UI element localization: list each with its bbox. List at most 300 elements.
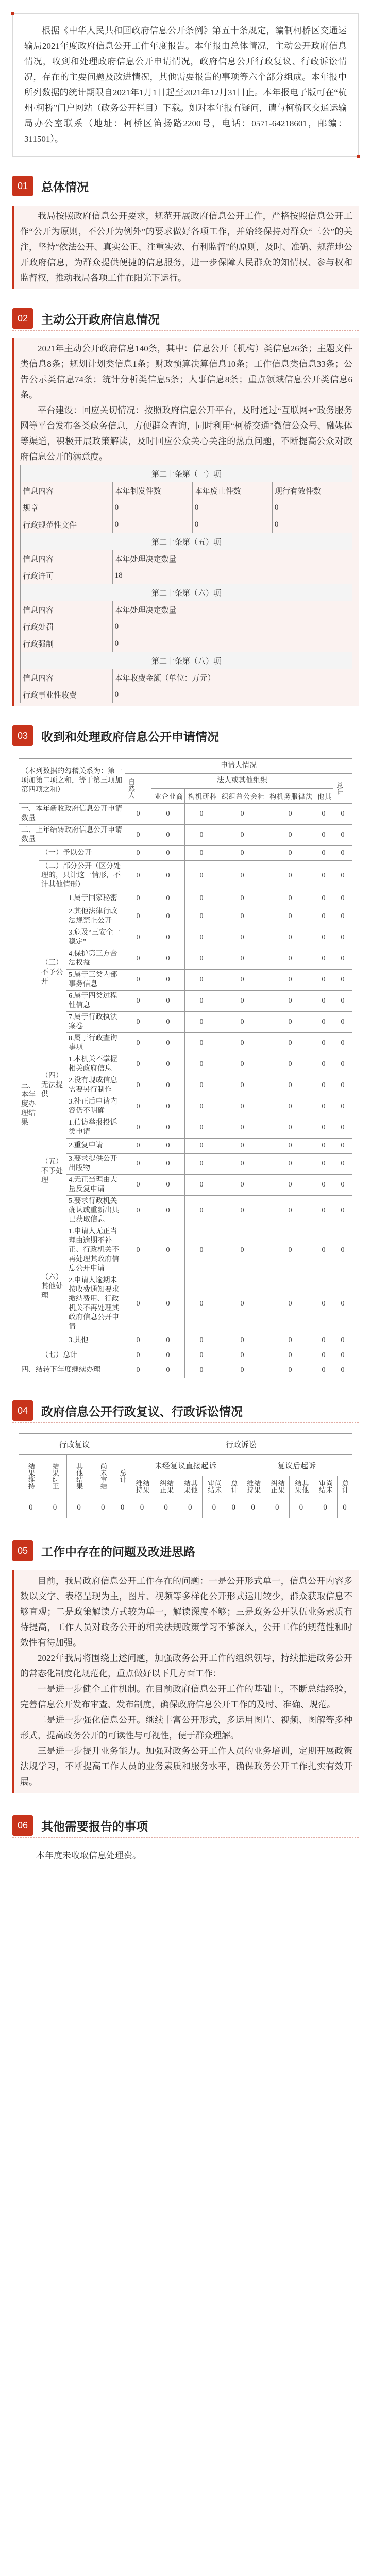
table-cell: 0	[218, 991, 266, 1012]
table-sub-label: 5.要求行政机关确认或重新出具已获取信息	[66, 1196, 125, 1226]
table-cell: 0	[272, 499, 352, 516]
table-header: 本年收费金额（单位：万元）	[112, 669, 352, 686]
table-row	[19, 1363, 352, 1378]
section-header-applications	[12, 724, 359, 748]
table-group-label: （五）不予处理	[39, 1117, 66, 1226]
table-cell: 0	[151, 1054, 185, 1075]
table-subtitle: 第二十条第（五）项	[21, 533, 352, 550]
table-cell: 0	[218, 891, 266, 906]
table-cell: 0	[333, 906, 352, 927]
table-cell: 0	[151, 1175, 185, 1196]
table-cell: 0	[112, 499, 192, 516]
table-cell: 0	[218, 1139, 266, 1154]
table-row	[21, 618, 352, 635]
table-cell: 0	[314, 1348, 333, 1363]
table-cell: 0	[266, 861, 314, 891]
table-corner-note: （本列数据的勾稽关系为：第一项加第二项之和，等于第三项加第四项之和）	[19, 759, 125, 804]
table-cell: 0	[125, 1348, 151, 1363]
table-cell: 0	[265, 1497, 289, 1518]
table-cell: 0	[218, 948, 266, 970]
table-sub-label: 4.无正当理由大量反复申请	[66, 1175, 125, 1196]
table-cell: 0	[218, 1196, 266, 1226]
table-cell: 0	[266, 991, 314, 1012]
section-number-badge: 06	[12, 1815, 33, 1836]
table-cell: 0	[218, 1275, 266, 1333]
table-cell: 行政规范性文件	[21, 516, 113, 533]
table-cell: 0	[185, 1117, 218, 1139]
table-header: 尚未审结	[313, 1476, 338, 1497]
table-row	[21, 567, 352, 584]
table-cell: 行政强制	[21, 635, 113, 652]
table-header: 结果纠正	[265, 1476, 289, 1497]
table-row	[19, 1333, 352, 1348]
table-row	[21, 499, 352, 516]
table-cell: 0	[151, 1275, 185, 1333]
table-row	[19, 1275, 352, 1333]
table-subtitle: 第二十条第（六）项	[21, 584, 352, 601]
table-cell: 0	[151, 1154, 185, 1175]
table-cell: 0	[314, 1363, 333, 1378]
table-row	[19, 1175, 352, 1196]
table-cell: 0	[333, 1363, 352, 1378]
table-header: 结果维持	[241, 1476, 265, 1497]
table-cell: 0	[333, 1139, 352, 1154]
table-cell: 0	[333, 927, 352, 948]
table-header: 其他结果	[178, 1476, 202, 1497]
table-cell: 0	[185, 948, 218, 970]
table-cell: 0	[266, 1175, 314, 1196]
table-cell: 18	[112, 567, 352, 584]
table-header: 结果纠正	[154, 1476, 178, 1497]
proactive-paragraph: 平台建设：回应关切情况：按照政府信息公开平台，及时通过“互联网+”政务服务网等平台发布各类政务信息，方便群众查询，同时利用“柯桥交通”微信公众号、融媒体等渠道，积极开展政策解读，及时回应公众关心关注的热点问题，不断提高公众对政府信息公开的满意度。	[20, 405, 352, 462]
table-row	[19, 1012, 352, 1033]
table-cell: 0	[218, 1117, 266, 1139]
table-cell: 0	[314, 846, 333, 861]
table-cell: 0	[218, 1348, 266, 1363]
table-cell: 0	[266, 927, 314, 948]
table-sub-label: 3.危及“三安全一稳定”	[66, 927, 125, 948]
table-sub-label: 1.属于国家秘密	[66, 891, 125, 906]
table-cell: 0	[218, 846, 266, 861]
table-row	[19, 991, 352, 1012]
table-cell: 0	[218, 906, 266, 927]
table-group-label: （二）部分公开（区分处理的，只计这一情形，不计其他情形）	[39, 861, 125, 891]
table-cell: 0	[218, 804, 266, 825]
table-header: 科研机构	[185, 789, 218, 804]
table-cell: 0	[314, 861, 333, 891]
table-cell: 0	[112, 635, 352, 652]
table-cell: 0	[333, 861, 352, 891]
table-cell: 0	[266, 906, 314, 927]
section-header-proactive	[12, 307, 359, 331]
table-row	[21, 516, 352, 533]
table-cell: 0	[333, 1275, 352, 1333]
table-cell: 0	[67, 1497, 91, 1518]
table-cell: 0	[112, 618, 352, 635]
table-cell: 0	[151, 1096, 185, 1117]
table-cell: 0	[314, 1196, 333, 1226]
table-cell: 行政许可	[21, 567, 113, 584]
table-cell: 0	[333, 970, 352, 991]
table-cell: 0	[266, 1348, 314, 1363]
table-cell: 0	[125, 861, 151, 891]
table-cell: 0	[125, 1175, 151, 1196]
problems-paragraph: 目前，我局政府信息公开工作存在的问题：一是公开形式单一，信息公开内容多数以文字、表格呈现为主，图片、视频等多样化公开形式运用较少，群众获取信息不够直观；二是政策解读方式较为单一，解读深度不够；三是政务公开队伍业务素质有待提高，工作人员对政务公开的相关法规政策学习不够深入，公开工作的规范性和时效性有待加强。	[20, 1576, 352, 1648]
table-cell: 0	[314, 1033, 333, 1054]
table-row	[19, 891, 352, 906]
table-header: 信息内容	[21, 601, 113, 618]
table-cell: 0	[185, 1333, 218, 1348]
table-group-label: （一）予以公开	[39, 846, 125, 861]
table-sub-label: 2.重复申请	[66, 1139, 125, 1154]
table-header: 总计	[115, 1455, 130, 1497]
table-row	[19, 1033, 352, 1054]
table-cell: 0	[333, 846, 352, 861]
table-sub-label: 4.保护第三方合法权益	[66, 948, 125, 970]
table-cell: 0	[266, 1075, 314, 1096]
table-cell: 0	[91, 1497, 115, 1518]
table-cell: 0	[151, 804, 185, 825]
table-cell: 0	[333, 948, 352, 970]
table-sub-label: 5.属于三类内部事务信息	[66, 970, 125, 991]
overview-paragraph: 我局按照政府信息公开要求，规范开展政府信息公开工作，严格按照信息公开工作“公开为原则，不公开为例外”的要求做好各项工作，并始终保持对群众“三公”的关注，坚持“依法公开、真实公正、注重实效、有利监督”的原则，及时、准确、规范地公开政府信息，为群众提供便捷的信息服务，进一步保障人民群众的知情权、参与权和监督权，推动我局各项工作在阳光下运行。	[20, 211, 352, 283]
section-title: 收到和处理政府信息公开申请情况	[41, 730, 219, 743]
table-cell: 0	[337, 1497, 352, 1518]
table-cell: 0	[266, 846, 314, 861]
section-number-badge: 01	[12, 176, 33, 196]
table-cell: 0	[125, 846, 151, 861]
table-cell: 0	[314, 1012, 333, 1033]
table-cell: 0	[314, 1226, 333, 1275]
table-cell: 0	[314, 804, 333, 825]
table-header: 尚未审结	[202, 1476, 226, 1497]
table-sub-label: 6.属于四类过程性信息	[66, 991, 125, 1012]
table-cell: 0	[125, 991, 151, 1012]
table-header: 其他	[314, 789, 333, 804]
table-cell: 0	[218, 825, 266, 846]
table-header: 结果纠正	[43, 1455, 67, 1497]
table-header: 尚未审结	[91, 1455, 115, 1497]
table-cell: 0	[185, 861, 218, 891]
table-cell: 0	[185, 846, 218, 861]
table-cell: 0	[218, 1012, 266, 1033]
table-cell: 0	[266, 1054, 314, 1075]
table-cell: 0	[19, 1497, 43, 1518]
table-cell: 0	[289, 1497, 313, 1518]
table-cell: 0	[333, 1033, 352, 1054]
problems-paragraph: 二是进一步强化信息公开。继续丰富公开形式，多运用图片、视频、图解等多种形式，提高政务公开的可读性与可视性，便于群众理解。	[20, 1715, 352, 1740]
table-header: 未经复议直接起诉	[130, 1455, 241, 1476]
table-cell: 0	[218, 861, 266, 891]
table-cell: 0	[185, 1075, 218, 1096]
table-header: 信息内容	[21, 669, 113, 686]
table-cell: 0	[333, 891, 352, 906]
table-cell: 0	[218, 1363, 266, 1378]
table-cell: 0	[333, 991, 352, 1012]
table-cell: 0	[266, 804, 314, 825]
table-row-label: 三、本年度办理结果	[19, 846, 39, 1363]
table-cell: 0	[185, 991, 218, 1012]
table-cell: 0	[314, 1117, 333, 1139]
table-cell: 0	[314, 1139, 333, 1154]
table-cell: 0	[333, 825, 352, 846]
table-cell: 0	[272, 516, 352, 533]
table-cell: 0	[151, 906, 185, 927]
section-title: 政府信息公开行政复议、行政诉讼情况	[41, 1404, 243, 1418]
table-cell: 规章	[21, 499, 113, 516]
table-cell: 0	[333, 1226, 352, 1275]
table-cell: 0	[333, 804, 352, 825]
section-body-applications	[12, 755, 359, 1381]
problems-paragraph: 一是进一步健全工作机制。在目前政府信息公开工作的基础上，不断总结经验，完善信息公开发布审查、发布制度，确保政府信息公开工作的及时、准确、规范。	[20, 1684, 352, 1709]
table-sub-label: 2.没有现成信息需要另行制作	[66, 1075, 125, 1096]
table-sub-label: 1.信访举报投诉类申请	[66, 1117, 125, 1139]
table-cell: 0	[112, 516, 192, 533]
table-cell: 0	[266, 1333, 314, 1348]
table-cell: 0	[125, 1012, 151, 1033]
table-cell: 0	[314, 825, 333, 846]
table-cell: 0	[333, 1175, 352, 1196]
table-cell: 0	[185, 1033, 218, 1054]
table-cell: 0	[151, 1363, 185, 1378]
table-header: 总计	[333, 774, 352, 804]
corner-mark	[357, 155, 360, 158]
table-cell: 0	[185, 927, 218, 948]
table-header: 法人或其他组织	[151, 774, 333, 789]
table-header: 行政诉讼	[130, 1434, 352, 1455]
table-header: 社会公益组织	[218, 789, 266, 804]
table-group-label: （六）其他处理	[39, 1226, 66, 1348]
table-cell: 0	[218, 1175, 266, 1196]
section-number-badge: 03	[12, 725, 33, 746]
table-cell: 0	[266, 1196, 314, 1226]
table-cell: 0	[185, 1054, 218, 1075]
table-cell: 0	[241, 1497, 265, 1518]
table-header: 自然人	[125, 774, 151, 804]
table-cell: 0	[314, 906, 333, 927]
table-sub-label: 3.补正后申请内容仍不明确	[66, 1096, 125, 1117]
table-cell: 0	[218, 1054, 266, 1075]
table-header: 本年废止件数	[192, 482, 272, 499]
table-cell: 行政处罚	[21, 618, 113, 635]
table-sub-label: 3.要求提供公开出版物	[66, 1154, 125, 1175]
table-cell: 0	[125, 804, 151, 825]
table-cell: 0	[333, 1196, 352, 1226]
section-body-proactive	[12, 338, 359, 706]
table-header: 总计	[337, 1476, 352, 1497]
table-cell: 0	[192, 499, 272, 516]
table-row	[19, 1075, 352, 1096]
table-cell: 0	[185, 1154, 218, 1175]
table-cell: 0	[125, 825, 151, 846]
table-cell: 0	[314, 948, 333, 970]
table-cell: 0	[185, 825, 218, 846]
table-cell: 0	[185, 1348, 218, 1363]
table-cell: 0	[125, 1054, 151, 1075]
table-group-label: （四）无法提供	[39, 1054, 66, 1117]
table-cell: 0	[314, 927, 333, 948]
table-cell: 0	[314, 1175, 333, 1196]
table-row	[19, 906, 352, 927]
proactive-table	[20, 465, 352, 703]
table-group-label: （三）不予公开	[39, 891, 66, 1054]
section-title: 主动公开政府信息情况	[41, 312, 160, 326]
table-cell: 0	[333, 1348, 352, 1363]
section-number-badge: 05	[12, 1540, 33, 1561]
section-number-badge: 04	[12, 1400, 33, 1421]
table-header: 其他结果	[67, 1455, 91, 1497]
table-row	[19, 804, 352, 825]
section-header-overview	[12, 174, 359, 198]
table-cell: 0	[314, 1096, 333, 1117]
table-cell: 0	[185, 1139, 218, 1154]
section-header-review	[12, 1399, 359, 1423]
table-cell: 0	[266, 1154, 314, 1175]
table-header: 现行有效件数	[272, 482, 352, 499]
table-row	[19, 948, 352, 970]
table-cell: 0	[333, 1333, 352, 1348]
table-row	[19, 1139, 352, 1154]
table-header: 信息内容	[21, 550, 113, 567]
table-row	[19, 970, 352, 991]
table-header: 其他结果	[289, 1476, 313, 1497]
table-cell: 0	[125, 1139, 151, 1154]
table-cell: 0	[151, 846, 185, 861]
section-header-problems	[12, 1539, 359, 1563]
problems-paragraph: 三是进一步提升业务能力。加强对政务公开工作人员的业务培训，定期开展政策法规学习，不断提高工作人员的业务素质和服务水平，确保政务公开工作扎实有效开展。	[20, 1746, 352, 1787]
intro-paragraph: 根据《中华人民共和国政府信息公开条例》第五十条规定，编制柯桥区交通运输局2021年度政府信息公开工作年度报告。本年报由总体情况，主动公开政府信息情况，收到和处理政府信息公开申请情况，政府信息公开行政复议、行政诉讼情况，存在的主要问题及改进情况，其他需要报告的事项等六个部分组成。本年报中所列数据的统计期限自2021年1月1日起至2021年12月31日止。本年报电子版可在“杭州·柯桥”门户网站（政务公开栏目）下载。如对本年报有疑问，请与柯桥区交通运输局办公室联系（地址：柯桥区笛扬路2200号，电话：0571-64218601，邮编：311501）。	[24, 26, 347, 144]
table-row	[21, 686, 352, 703]
table-row	[19, 1348, 352, 1363]
table-group-label: （七）总计	[39, 1348, 125, 1363]
table-header: 法律服务机构	[266, 789, 314, 804]
table-sub-label: 2.申请人逾期未按收费通知要求缴纳费用、行政机关不再处理其政府信息公开申请	[66, 1275, 125, 1333]
table-cell: 0	[314, 1333, 333, 1348]
table-cell: 0	[192, 516, 272, 533]
table-cell: 0	[314, 991, 333, 1012]
table-cell: 0	[313, 1497, 338, 1518]
table-row	[19, 825, 352, 846]
table-cell: 0	[115, 1497, 130, 1518]
table-cell: 0	[43, 1497, 67, 1518]
table-cell: 0	[151, 1333, 185, 1348]
table-cell: 0	[333, 1054, 352, 1075]
table-cell: 0	[333, 1075, 352, 1096]
table-cell: 0	[266, 1033, 314, 1054]
table-cell: 0	[125, 891, 151, 906]
table-cell: 0	[125, 906, 151, 927]
table-cell: 0	[218, 927, 266, 948]
table-subtitle: 第二十条第（八）项	[21, 652, 352, 669]
table-cell: 0	[125, 1033, 151, 1054]
table-row	[21, 635, 352, 652]
table-header: 本年处理决定数量	[112, 550, 352, 567]
table-cell: 0	[125, 1075, 151, 1096]
table-row	[19, 1226, 352, 1275]
table-cell: 0	[314, 970, 333, 991]
table-cell: 0	[151, 1139, 185, 1154]
table-cell: 0	[151, 891, 185, 906]
table-cell: 0	[333, 1154, 352, 1175]
table-row	[19, 1054, 352, 1075]
table-row-label: 四、结转下年度继续办理	[19, 1363, 125, 1378]
table-cell: 0	[151, 948, 185, 970]
table-cell: 0	[333, 1096, 352, 1117]
corner-mark	[11, 12, 14, 15]
table-cell: 0	[333, 1117, 352, 1139]
table-cell: 0	[185, 1363, 218, 1378]
table-sub-label: 1.本机关不掌握相关政府信息	[66, 1054, 125, 1075]
table-cell: 0	[266, 1117, 314, 1139]
table-cell: 0	[218, 970, 266, 991]
table-cell: 0	[125, 1333, 151, 1348]
table-cell: 0	[266, 1226, 314, 1275]
table-sub-label: 7.属于行政执法案卷	[66, 1012, 125, 1033]
table-cell: 0	[218, 1096, 266, 1117]
intro-box	[12, 13, 359, 157]
section-body-problems	[12, 1570, 359, 1793]
table-cell: 0	[218, 1075, 266, 1096]
table-cell: 0	[151, 1117, 185, 1139]
table-cell: 0	[125, 1196, 151, 1226]
table-header: 本年制发件数	[112, 482, 192, 499]
table-cell: 0	[112, 686, 352, 703]
table-cell: 0	[266, 1139, 314, 1154]
table-cell: 0	[178, 1497, 202, 1518]
table-cell: 0	[266, 825, 314, 846]
table-cell: 0	[266, 1012, 314, 1033]
table-row	[19, 927, 352, 948]
table-cell: 0	[151, 1033, 185, 1054]
footer-space	[0, 1867, 371, 1887]
table-sub-label: 8.属于行政查询事项	[66, 1033, 125, 1054]
table-sub-label: 3.其他	[66, 1333, 125, 1348]
table-cell: 0	[218, 1226, 266, 1275]
other-paragraph: 本年度未收取信息处理费。	[36, 1851, 141, 1860]
table-cell: 行政事业性收费	[21, 686, 113, 703]
table-cell: 0	[151, 1012, 185, 1033]
table-header: 结果维持	[19, 1455, 43, 1497]
table-cell: 0	[151, 927, 185, 948]
proactive-paragraph: 2021年主动公开政府信息140条，其中：信息公开（机构）类信息26条；主题文件类信息8条；规划计划类信息1条；财政预算决算信息10条；工作信息类信息33条；公告公示类信息74条；统计分析类信息5条；人事信息8条；重点领域信息公开类信息6条。	[20, 344, 352, 400]
table-cell: 0	[125, 1226, 151, 1275]
table-cell: 0	[125, 970, 151, 991]
table-cell: 0	[151, 991, 185, 1012]
table-cell: 0	[185, 804, 218, 825]
table-cell: 0	[266, 1363, 314, 1378]
table-cell: 0	[314, 1275, 333, 1333]
table-sub-label: 1.申请人无正当理由逾期不补正、行政机关不再处理其政府信息公开申请	[66, 1226, 125, 1275]
table-header: 本年处理决定数量	[112, 601, 352, 618]
section-title: 工作中存在的问题及改进思路	[41, 1545, 195, 1558]
table-cell: 0	[333, 1012, 352, 1033]
table-cell: 0	[125, 927, 151, 948]
table-row-label: 一、本年新收政府信息公开申请数量	[19, 804, 125, 825]
table-row	[19, 861, 352, 891]
table-cell: 0	[314, 1054, 333, 1075]
section-body-overview	[12, 206, 359, 289]
table-cell: 0	[125, 948, 151, 970]
table-cell: 0	[154, 1497, 178, 1518]
table-cell: 0	[266, 1096, 314, 1117]
table-header: 信息内容	[21, 482, 113, 499]
problems-paragraph: 2022年我局将围绕上述问题，加强政务公开工作的组织领导，持续推进政务公开的常态化制度化规范化，重点做好以下几方面工作：	[20, 1653, 352, 1679]
table-cell: 0	[185, 906, 218, 927]
table-cell: 0	[151, 1196, 185, 1226]
table-cell: 0	[218, 1333, 266, 1348]
table-cell: 0	[202, 1497, 226, 1518]
table-cell: 0	[185, 1096, 218, 1117]
